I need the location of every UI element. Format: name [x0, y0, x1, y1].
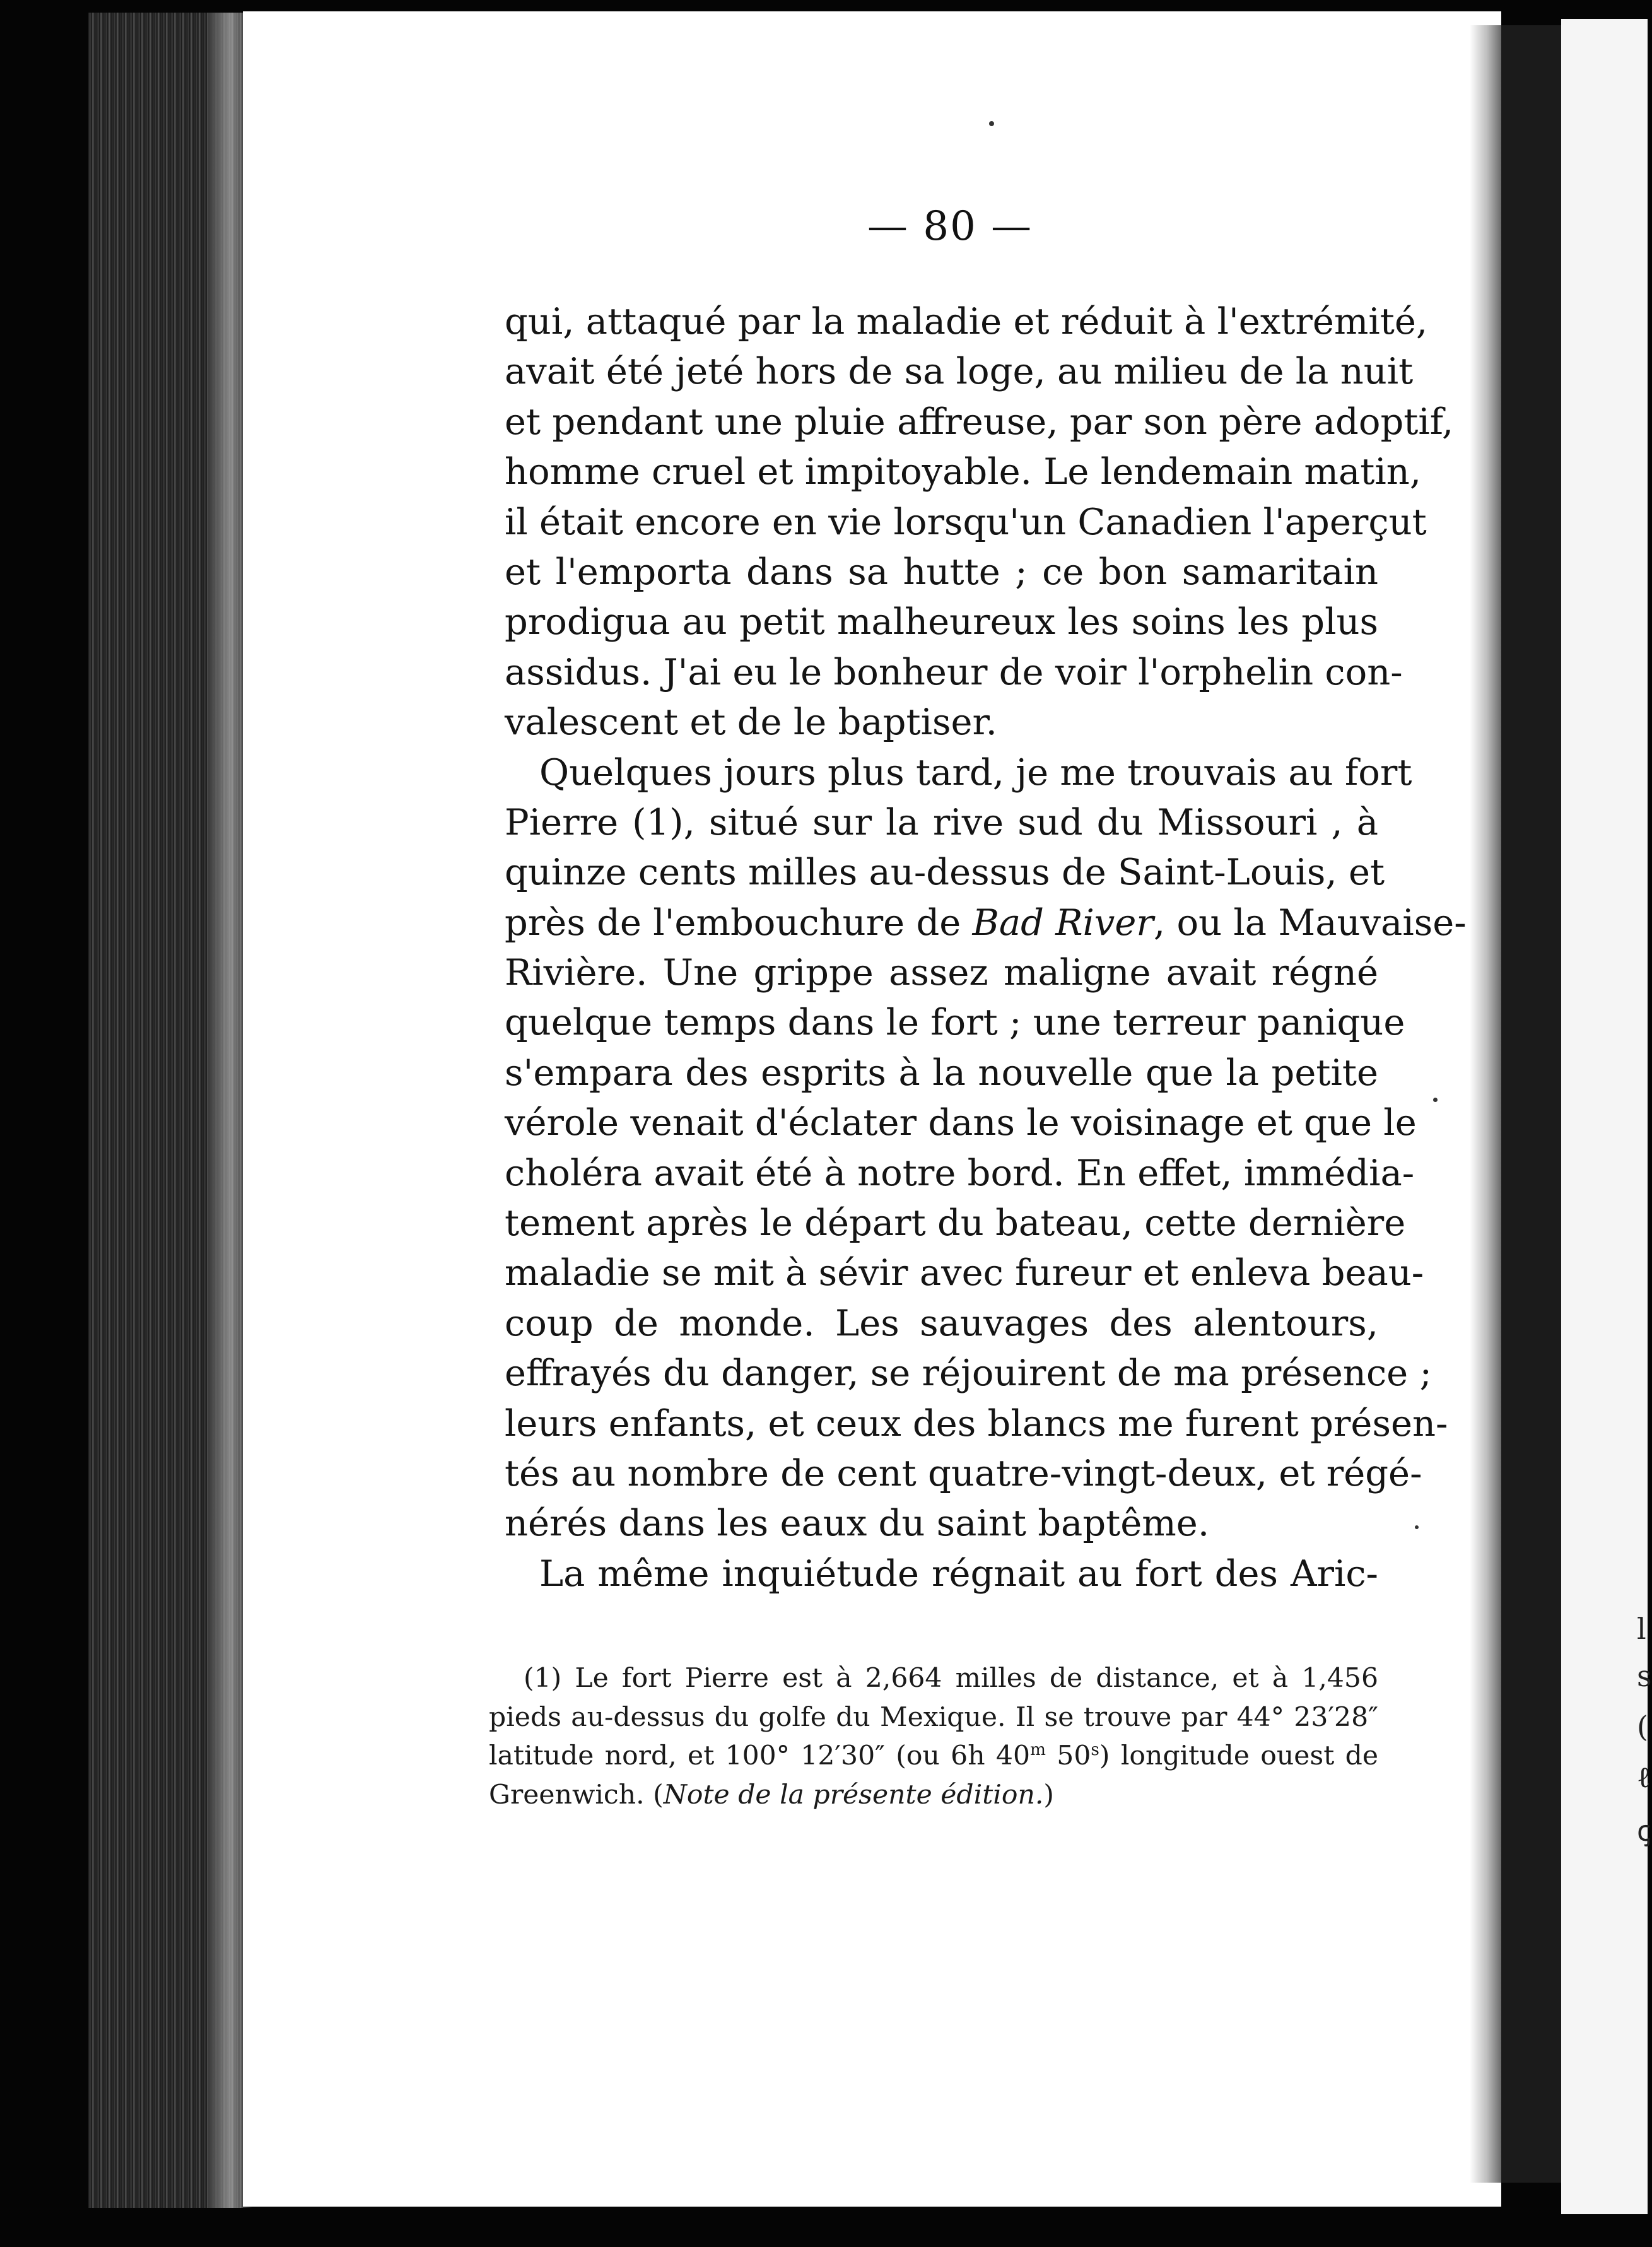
text-line: nérés dans les eaux du saint baptême.	[505, 1502, 1210, 1545]
text-line: Quelques jours plus tard, je me trouvais au fort	[539, 751, 1412, 794]
text-line: effrayés du danger, se réjouirent de ma présence ;	[505, 1352, 1432, 1395]
text-run: ) longitude ouest de	[1099, 1740, 1378, 1771]
text-line: quinze cents milles au-dessus de Saint-Louis, et	[505, 851, 1385, 894]
text-run: latitude nord, et 100° 12′30″ (ou 6h 40	[489, 1740, 1030, 1771]
page-number: — 80 —	[867, 203, 1033, 250]
text-line: avait été jeté hors de sa loge, au milieu de la nuit	[505, 350, 1414, 393]
dust-speck	[1433, 1098, 1438, 1102]
footnote-line	[489, 1737, 1378, 1776]
text-line: prodigua au petit malheureux les soins les plus	[505, 601, 1378, 643]
text-line: maladie se mit à sévir avec fureur et enleva beau-	[505, 1252, 1424, 1294]
footnote	[489, 1659, 1378, 1814]
superscript: s	[1091, 1740, 1099, 1759]
text-line	[505, 898, 1467, 947]
adjacent-page-char: (	[1637, 1710, 1648, 1744]
italic-place-name: Bad River	[972, 901, 1154, 944]
text-run: 50	[1045, 1740, 1091, 1771]
dust-speck	[989, 121, 994, 126]
text-line: assidus. J'ai eu le bonheur de voir l'orphelin con-	[505, 650, 1403, 693]
text-line: Rivière. Une grippe assez maligne avait régné	[505, 951, 1378, 994]
text-line: s'empara des esprits à la nouvelle que la petite	[505, 1051, 1378, 1094]
adjacent-page-char: l	[1637, 1612, 1646, 1646]
dust-speck	[1415, 1525, 1419, 1529]
adjacent-page-char: s	[1637, 1659, 1652, 1693]
text-line: tés au nombre de cent quatre-vingt-deux, et régé-	[505, 1452, 1422, 1494]
text-line: quelque temps dans le fort ; une terreur panique	[505, 1001, 1405, 1044]
text-line: choléra avait été à notre bord. En effet, immédia-	[505, 1151, 1415, 1194]
adjacent-page-char: ℓ	[1637, 1760, 1651, 1794]
text-line: et pendant une pluie affreuse, par son père adoptif,	[505, 400, 1454, 443]
body-text	[505, 296, 1467, 1599]
text-line: leurs enfants, et ceux des blancs me furent présen-	[505, 1402, 1448, 1445]
book-spine	[1501, 25, 1561, 2183]
text-line: et l'emporta dans sa hutte ; ce bon samaritain	[505, 550, 1378, 593]
superscript: m	[1030, 1740, 1046, 1759]
text-line: Pierre (1), situé sur la rive sud du Missouri , à	[505, 801, 1378, 843]
text-line: homme cruel et impitoyable. Le lendemain matin,	[505, 450, 1422, 493]
text-line: valescent et de le baptiser.	[505, 701, 997, 744]
text-run: ou la Mauvaise-	[1176, 901, 1467, 944]
adjacent-page-edge	[1561, 19, 1652, 2214]
footnote-line: pieds au-dessus du golfe du Mexique. Il se trouve par 44° 23′28″	[489, 1701, 1378, 1733]
text-run: près de l'embouchure de	[505, 901, 973, 944]
text-line: La même inquiétude régnait au fort des Aric-	[539, 1552, 1378, 1595]
footnote-line	[489, 1776, 1378, 1815]
footnote-line: (1) Le fort Pierre est à 2,664 milles de distance, et à 1,456	[524, 1663, 1378, 1694]
text-line: vérole venait d'éclater dans le voisinage et que le	[505, 1101, 1417, 1144]
text-run: ,	[1153, 901, 1177, 944]
page-gutter-shadow	[1470, 25, 1501, 2183]
text-run: )	[1043, 1779, 1054, 1810]
text-line: coup de monde. Les sauvages des alentours,	[505, 1301, 1378, 1344]
text-line: il était encore en vie lorsqu'un Canadien l'aperçut	[505, 500, 1427, 543]
text-line: qui, attaqué par la maladie et réduit à l'extrémité,	[505, 300, 1428, 343]
text-line: tement après le départ du bateau, cette dernière	[505, 1202, 1406, 1245]
text-run: Greenwich. (	[489, 1779, 664, 1810]
adjacent-page-char: ꞔ	[1637, 1814, 1651, 1848]
italic-note: Note de la présente édition.	[663, 1779, 1044, 1810]
